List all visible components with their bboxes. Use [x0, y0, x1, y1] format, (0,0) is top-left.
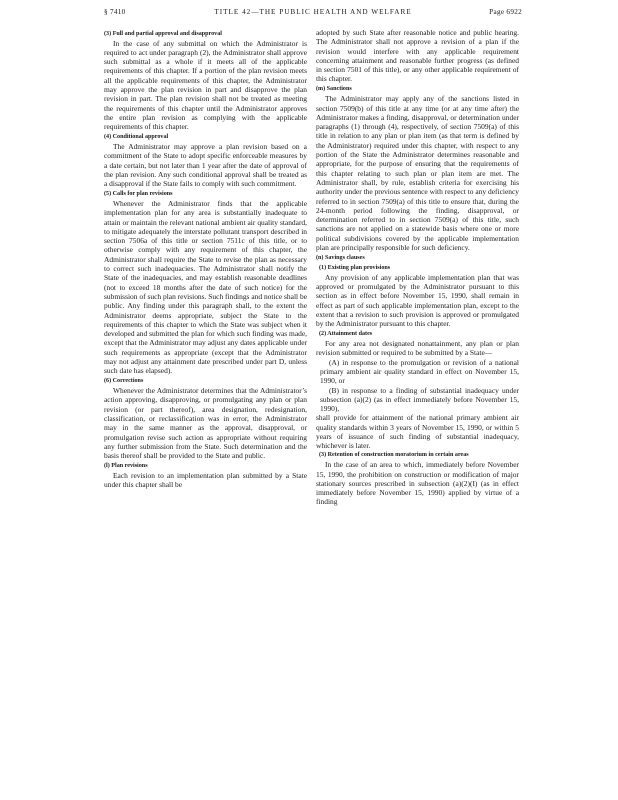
section-heading: (1) Existing plan provisions: [319, 264, 391, 271]
section-heading: (m) Sanctions: [316, 86, 352, 93]
section-heading: (l) Plan revisions: [104, 462, 148, 469]
running-header: [104, 8, 522, 20]
left-text-column: [104, 28, 307, 490]
subparagraph: (A) in response to the promulgation or revision of a national primary ambient air quality standard in effect on November 15, 1990, or: [320, 357, 519, 386]
section-heading: (4) Conditional approval: [104, 133, 169, 140]
paragraph: For any area not designated nonattainment, any plan or plan revision submitted or required to be submitted by a State—: [316, 339, 519, 358]
paragraph: The Administrator may apply any of the sanctions listed in section 7509(b) of this title at any time (or at any time after) the Administrator makes a finding, disapproval, or determination under paragraphs (1) through (4), respectively, of section 7509(a) of this title in relation to any plan or plan item (as that term is defined by the Administrator) required under this chapter, with respect to any portion of the State the Administrator determines reasonable and appropriate, for the purpose of ensuring that the requirements of this chapter relating to such plan or plan item are met. The Administrator shall, by rule, establish criteria for exercising his authority under the previous sentence with respect to any deficiency referred to in section 7509(a) of this title to ensure that, during the 24-month period following the finding, disapproval, or determination referred to in section 7509(a) of this title, such sanctions are not applied on a statewide basis where one or more political subdivisions covered by the applicable implementation plan are principally responsible for such deficiency.: [316, 94, 519, 253]
paragraph: In the case of an area to which, immediately before November 15, 1990, the prohibition on construction or modification of major stationary sources prescribed in subsection (a)(2)(I) (as in effect immediately before November 15, 1990) applied by virtue of a finding: [316, 460, 519, 507]
section-heading: (6) Corrections: [104, 378, 144, 385]
paragraph: Any provision of any applicable implementation plan that was approved or promulgated by the Administrator pursuant to this section as in effect before November 15, 1990, shall remain in effect as part of such applicable implementation plan, except to the extent that a revision to such provision is approved or promulgated by the Administrator pursuant to this chapter.: [316, 272, 519, 329]
section-heading: (3) Full and partial approval and disapproval: [104, 30, 222, 37]
header-title: TITLE 42—THE PUBLIC HEALTH AND WELFARE: [214, 8, 412, 16]
paragraph: In the case of any submittal on which the Administrator is required to act under paragraph (2), the Administrator shall approve such submittal as a whole if it meets all of the applicable requirements of this chapter. If a portion of the plan revision meets all the applicable requirements of this chapter, the Administrator may approve the plan revision in part and disapprove the plan revision in part. The plan revision shall not be treated as meeting the requirements of this chapter until the Administrator approves the entire plan revision as complying with the applicable requirements of this chapter.: [104, 38, 307, 132]
paragraph: shall provide for attainment of the national primary ambient air quality standards within 3 years of November 15, 1990, or within 5 years of issuance of such finding of substantial inadequacy, whichever is later.: [316, 413, 519, 451]
section-heading: (3) Retention of construction moratorium in certain areas: [319, 452, 469, 459]
paragraph: adopted by such State after reasonable notice and public hearing. The Administrator shall not approve a revision of a plan if the revision would interfere with any applicable requirement concerning attainment and reasonable further progress (as defined in section 7501 of this title), or any other applicable requirement of this chapter.: [316, 28, 519, 84]
section-heading: (5) Calls for plan revisions: [104, 190, 173, 197]
paragraph: The Administrator may approve a plan revision based on a commitment of the State to adopt specific enforceable measures by a date certain, but not later than 1 year after the date of approval of the plan revision. Any such conditional approval shall be treated as a disapproval if the State fails to comply with such commitment.: [104, 141, 307, 189]
paragraph: Each revision to an implementation plan submitted by a State under this chapter shall be: [104, 470, 307, 490]
right-text-column: [316, 28, 519, 507]
header-page-number: Page 6922: [489, 8, 522, 16]
header-section-number: § 7410: [104, 8, 126, 16]
subparagraph: (B) in response to a finding of substantial inadequacy under subsection (a)(2) (as in effect immediately before November 15, 1990),: [320, 385, 519, 414]
section-heading: (2) Attainment dates: [319, 331, 373, 338]
paragraph: Whenever the Administrator finds that the applicable implementation plan for any area is substantially inadequate to attain or maintain the relevant national ambient air quality standard, to mitigate adequately the interstate pollutant transport described in section 7506a of this title or section 7511c of this title, or to otherwise comply with any requirement of this chapter, the Administrator shall require the State to revise the plan as necessary to correct such inadequacies. The Administrator shall notify the State of the inadequacies, and may establish reasonable deadlines (not to exceed 18 months after the date of such notice) for the submission of such plan revisions. Such findings and notice shall be public. Any finding under this paragraph shall, to the extent the Administrator deems appropriate, subject the State to the requirements of this chapter to which the State was subject when it developed and submitted the plan for which such finding was made, except that the Administrator may adjust any dates applicable under such requirements as appropriate (except that the Administrator may not adjust any attainment date prescribed under part D, unless such date has elapsed).: [104, 198, 307, 376]
paragraph: Whenever the Administrator determines that the Administrator’s action approving, disapproving, or promulgating any plan or plan revision (or part thereof), area designation, redesignation, classification, or reclassification was in error, the Administrator may in the same manner as the approval, disapproval, or promulgation revise such action as appropriate without requiring any further submission from the State. Such determination and the basis thereof shall be provided to the State and public.: [104, 386, 307, 461]
section-heading: (n) Savings clauses: [316, 254, 365, 261]
